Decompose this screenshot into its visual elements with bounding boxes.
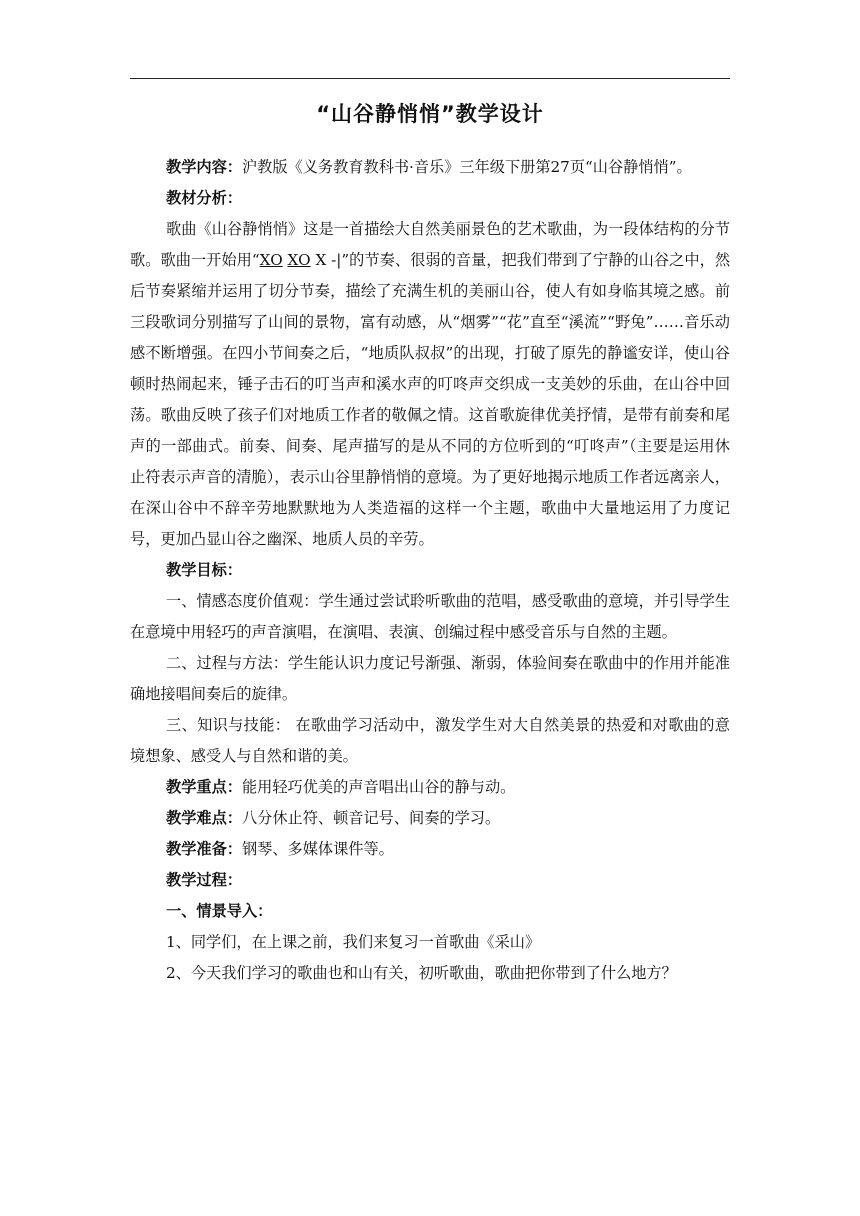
process-label: 教学过程： — [166, 871, 242, 889]
difficulty-text: 八分休止符、顿音记号、间奏的学习。 — [241, 809, 501, 827]
process-step: 1、同学们，在上课之前，我们来复习一首歌曲《采山》 — [166, 933, 541, 951]
goal-item: 二、过程与方法：学生能认识力度记号渐强、渐弱，体验间奏在歌曲中的作用并能准确地接唱间奏后的旋律。 — [130, 654, 730, 703]
preparation-label: 教学准备： — [166, 840, 242, 858]
analysis-text-after: ”的节奏、很弱的音量，把我们带到了宁静的山谷之中，然后节奏紧缩并运用了切分节奏，描绘了充满生机的美丽山谷，使人有如身临其境之感。前三段歌词分别描写了山间的景物，富有动感，从“烟雾”“花”直至“溪流”“野兔”……音乐动感不断增强。在四小节间奏之后，“地质队叔叔”的出现，打破了原先的静谧安详，使山谷顿时热闹起来，锤子击石的叮当声和溪水声的叮咚声交织成一支美妙的乐曲，在山谷中回荡。歌曲反映了孩子们对地质工作者的敬佩之情。这首歌旋律优美抒情，是带有前奏和尾声的一部曲式。前奏、间奏、尾声描写的是从不同的方位听到的“叮咚声”（主要是运用休止符表示声音的清脆），表示山谷里静悄悄的意境。为了更好地揭示地质工作者远离亲人，在深山谷中不辞辛劳地默默地为人类造福的这样一个主题，歌曲中大量地运用了力度记号，更加凸显山谷之幽深、地质人员的辛劳。 — [130, 251, 731, 548]
key-point-paragraph — [166, 772, 730, 803]
goal-item: 三、知识与技能： 在歌曲学习活动中，激发学生对大自然美景的热爱和对歌曲的意境想象、感受人与自然和谐的美。 — [130, 716, 730, 765]
preparation-paragraph — [166, 834, 730, 865]
key-point-label: 教学重点： — [166, 778, 242, 796]
rhythm-note-2: XO — [287, 251, 311, 269]
goals-label: 教学目标： — [166, 561, 242, 579]
goal-item: 一、情感态度价值观：学生通过尝试聆听歌曲的范唱，感受歌曲的意境，并引导学生在意境中用轻巧的声音演唱，在演唱、表演、创编过程中感受音乐与自然的主题。 — [130, 592, 730, 641]
content-paragraph — [130, 152, 730, 183]
difficulty-label: 教学难点： — [166, 809, 242, 827]
section-1-label: 一、情景导入： — [166, 902, 273, 920]
process-heading — [166, 865, 730, 896]
document-body — [130, 152, 731, 989]
key-point-text: 能用轻巧优美的声音唱出山谷的静与动。 — [241, 778, 516, 796]
analysis-heading — [166, 183, 730, 214]
rhythm-note-1: XO — [259, 251, 283, 269]
content-label: 教学内容： — [166, 158, 242, 176]
analysis-label: 教材分析： — [166, 189, 242, 207]
analysis-text-before: 歌曲《山谷静悄悄》这是一首描绘大自然美丽景色的艺术歌曲，为一段体结构的分节歌。歌曲一开始用“ — [130, 220, 730, 269]
goals-heading — [166, 555, 730, 586]
difficulty-paragraph — [166, 803, 730, 834]
analysis-paragraph — [130, 214, 730, 555]
page-title: “山谷静悄悄”教学设计 — [316, 102, 544, 126]
rhythm-note-3: X -| — [315, 251, 342, 269]
process-step: 2、今天我们学习的歌曲也和山有关，初听歌曲，歌曲把你带到了什么地方？ — [166, 964, 677, 982]
preparation-text: 钢琴、多媒体课件等。 — [241, 840, 394, 858]
content-text: 沪教版《义务教育教科书·音乐》三年级下册第27页“山谷静悄悄”。 — [241, 158, 692, 176]
header-rule — [130, 78, 730, 79]
section-heading — [166, 896, 730, 927]
